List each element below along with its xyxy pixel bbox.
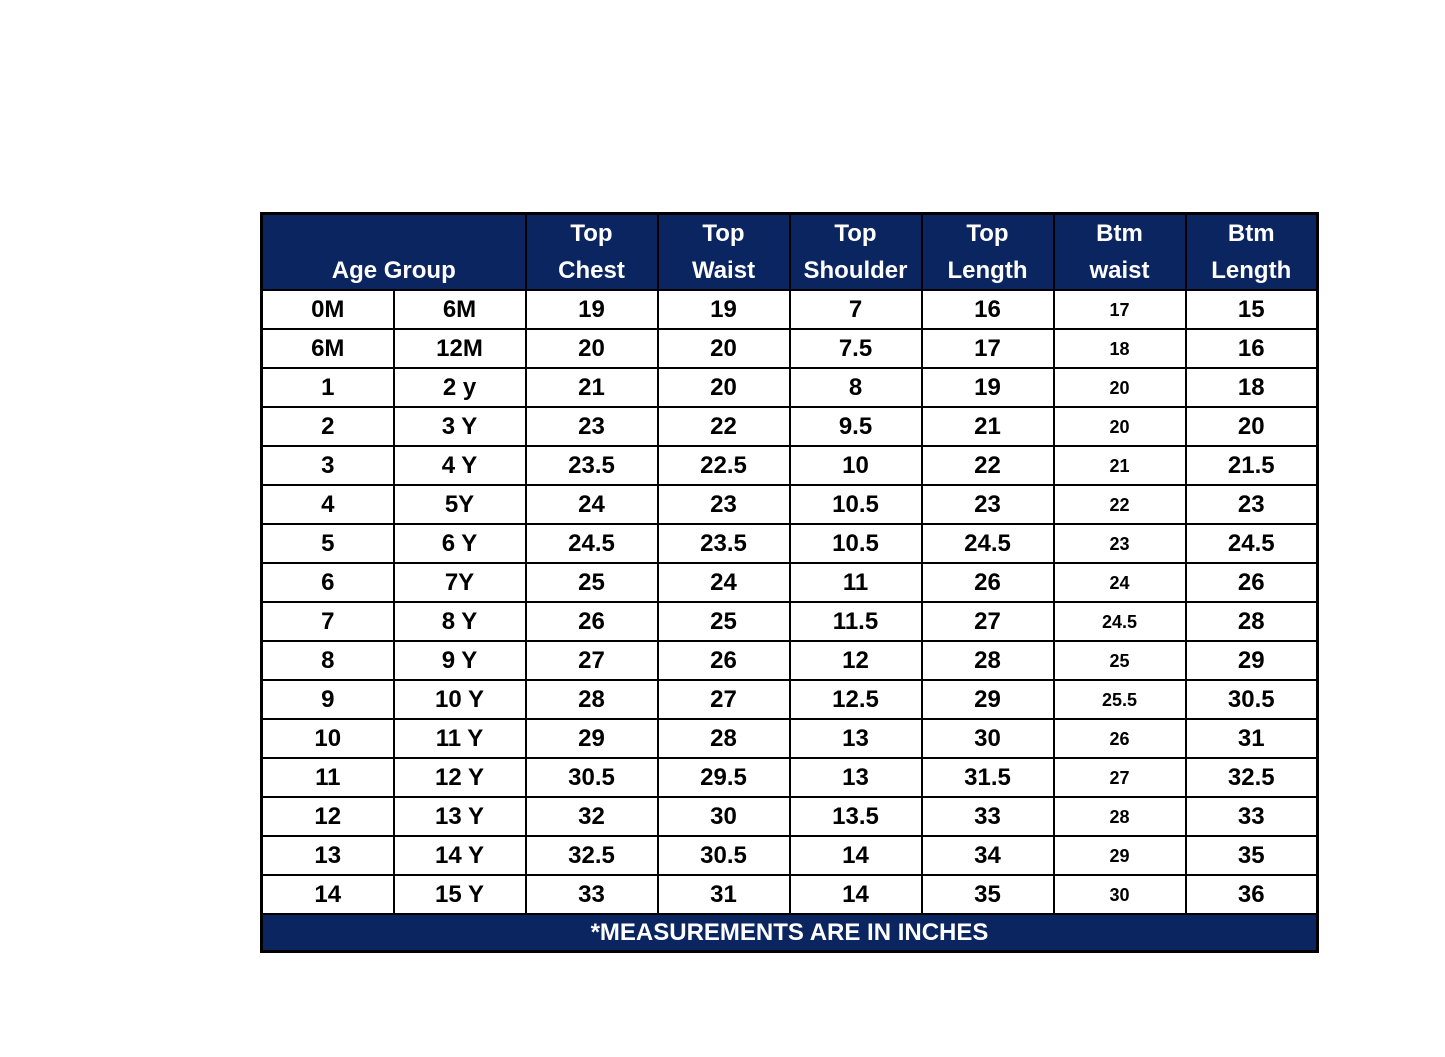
top-waist-cell: 27 — [658, 680, 790, 719]
top-shoulder-cell: 10.5 — [790, 485, 922, 524]
top-length-cell: 33 — [922, 797, 1054, 836]
top-waist-cell: 31 — [658, 875, 790, 914]
top-shoulder-cell: 12.5 — [790, 680, 922, 719]
top-chest-cell: 26 — [526, 602, 658, 641]
header-row — [262, 214, 1318, 291]
top-length-header — [922, 214, 1054, 291]
top-length-cell: 21 — [922, 407, 1054, 446]
top-chest-header — [526, 214, 658, 291]
btm-length-cell: 20 — [1186, 407, 1318, 446]
btm-waist-cell: 25 — [1054, 641, 1186, 680]
header-line-2: Length — [947, 257, 1028, 284]
top-chest-cell: 28 — [526, 680, 658, 719]
top-length-cell: 29 — [922, 680, 1054, 719]
header-line-1: Top — [834, 220, 877, 247]
age-to-cell: 4 Y — [394, 446, 526, 485]
table-body — [262, 290, 1318, 914]
age-from-cell: 13 — [262, 836, 394, 875]
top-shoulder-cell: 8 — [790, 368, 922, 407]
age-to-cell: 12M — [394, 329, 526, 368]
top-waist-header — [658, 214, 790, 291]
age-from-cell: 6 — [262, 563, 394, 602]
age-to-cell: 10 Y — [394, 680, 526, 719]
btm-waist-header — [1054, 214, 1186, 291]
age-to-cell: 6M — [394, 290, 526, 329]
top-waist-cell: 26 — [658, 641, 790, 680]
top-shoulder-cell: 7 — [790, 290, 922, 329]
btm-length-cell: 23 — [1186, 485, 1318, 524]
btm-length-header — [1186, 214, 1318, 291]
age-from-cell: 6M — [262, 329, 394, 368]
age-to-cell: 2 y — [394, 368, 526, 407]
top-length-cell: 26 — [922, 563, 1054, 602]
top-chest-cell: 19 — [526, 290, 658, 329]
btm-length-cell: 28 — [1186, 602, 1318, 641]
age-to-cell: 8 Y — [394, 602, 526, 641]
top-waist-cell: 30.5 — [658, 836, 790, 875]
btm-waist-cell: 28 — [1054, 797, 1186, 836]
top-length-cell: 19 — [922, 368, 1054, 407]
age-to-cell: 14 Y — [394, 836, 526, 875]
age-from-cell: 4 — [262, 485, 394, 524]
btm-waist-cell: 21 — [1054, 446, 1186, 485]
header-line-1: Top — [570, 220, 613, 247]
top-shoulder-header — [790, 214, 922, 291]
table-row — [262, 524, 1318, 563]
age-from-cell: 0M — [262, 290, 394, 329]
top-shoulder-cell: 12 — [790, 641, 922, 680]
table-header — [262, 214, 1318, 291]
age-to-cell: 15 Y — [394, 875, 526, 914]
top-waist-cell: 20 — [658, 368, 790, 407]
age-to-cell: 7Y — [394, 563, 526, 602]
age-to-cell: 12 Y — [394, 758, 526, 797]
btm-length-cell: 29 — [1186, 641, 1318, 680]
header-line-2: Shoulder — [803, 257, 908, 284]
table-row — [262, 407, 1318, 446]
top-chest-cell: 23 — [526, 407, 658, 446]
btm-waist-cell: 25.5 — [1054, 680, 1186, 719]
table-row — [262, 797, 1318, 836]
header-line-2: waist — [1089, 257, 1150, 284]
top-shoulder-cell: 14 — [790, 836, 922, 875]
table-row — [262, 368, 1318, 407]
btm-waist-cell: 23 — [1054, 524, 1186, 563]
age-to-cell: 13 Y — [394, 797, 526, 836]
table-row — [262, 758, 1318, 797]
btm-length-cell: 16 — [1186, 329, 1318, 368]
btm-length-cell: 18 — [1186, 368, 1318, 407]
footer-row — [262, 914, 1318, 952]
age-group-header: Age Group — [262, 214, 526, 291]
age-from-cell: 11 — [262, 758, 394, 797]
age-to-cell: 3 Y — [394, 407, 526, 446]
btm-length-cell: 21.5 — [1186, 446, 1318, 485]
btm-length-cell: 26 — [1186, 563, 1318, 602]
top-chest-cell: 27 — [526, 641, 658, 680]
table-row — [262, 485, 1318, 524]
top-waist-cell: 19 — [658, 290, 790, 329]
btm-length-cell: 36 — [1186, 875, 1318, 914]
top-shoulder-cell: 10 — [790, 446, 922, 485]
header-line-2: Waist — [691, 257, 756, 284]
top-chest-cell: 32 — [526, 797, 658, 836]
age-from-cell: 8 — [262, 641, 394, 680]
btm-waist-cell: 24.5 — [1054, 602, 1186, 641]
top-length-cell: 23 — [922, 485, 1054, 524]
age-to-cell: 5Y — [394, 485, 526, 524]
btm-length-cell: 32.5 — [1186, 758, 1318, 797]
top-shoulder-cell: 9.5 — [790, 407, 922, 446]
btm-waist-cell: 22 — [1054, 485, 1186, 524]
table-row — [262, 875, 1318, 914]
btm-waist-cell: 20 — [1054, 407, 1186, 446]
header-line-2: Length — [1211, 257, 1292, 284]
top-shoulder-cell: 13 — [790, 719, 922, 758]
top-chest-cell: 33 — [526, 875, 658, 914]
top-waist-cell: 22.5 — [658, 446, 790, 485]
header-line-1: Top — [702, 220, 745, 247]
top-shoulder-cell: 10.5 — [790, 524, 922, 563]
top-chest-cell: 23.5 — [526, 446, 658, 485]
btm-waist-cell: 17 — [1054, 290, 1186, 329]
table-row — [262, 329, 1318, 368]
age-from-cell: 5 — [262, 524, 394, 563]
top-length-cell: 17 — [922, 329, 1054, 368]
age-from-cell: 14 — [262, 875, 394, 914]
table-row — [262, 836, 1318, 875]
header-line-1: Btm — [1227, 220, 1275, 247]
top-chest-cell: 30.5 — [526, 758, 658, 797]
btm-length-cell: 24.5 — [1186, 524, 1318, 563]
table-row — [262, 602, 1318, 641]
top-waist-cell: 28 — [658, 719, 790, 758]
btm-length-cell: 35 — [1186, 836, 1318, 875]
top-waist-cell: 25 — [658, 602, 790, 641]
table-row — [262, 290, 1318, 329]
btm-waist-cell: 27 — [1054, 758, 1186, 797]
top-length-cell: 22 — [922, 446, 1054, 485]
top-waist-cell: 22 — [658, 407, 790, 446]
top-waist-cell: 20 — [658, 329, 790, 368]
top-length-cell: 27 — [922, 602, 1054, 641]
btm-waist-cell: 29 — [1054, 836, 1186, 875]
btm-length-cell: 31 — [1186, 719, 1318, 758]
age-from-cell: 1 — [262, 368, 394, 407]
age-from-cell: 9 — [262, 680, 394, 719]
btm-waist-cell: 24 — [1054, 563, 1186, 602]
table-row — [262, 680, 1318, 719]
top-length-cell: 34 — [922, 836, 1054, 875]
age-from-cell: 12 — [262, 797, 394, 836]
top-length-cell: 16 — [922, 290, 1054, 329]
top-shoulder-cell: 7.5 — [790, 329, 922, 368]
btm-length-cell: 15 — [1186, 290, 1318, 329]
top-length-cell: 35 — [922, 875, 1054, 914]
top-shoulder-cell: 11.5 — [790, 602, 922, 641]
btm-waist-cell: 30 — [1054, 875, 1186, 914]
btm-length-cell: 33 — [1186, 797, 1318, 836]
header-line-1: Btm — [1096, 220, 1143, 247]
top-chest-cell: 29 — [526, 719, 658, 758]
measurement-note: *MEASUREMENTS ARE IN INCHES — [262, 914, 1318, 952]
top-chest-cell: 20 — [526, 329, 658, 368]
top-chest-cell: 24 — [526, 485, 658, 524]
table-row — [262, 563, 1318, 602]
header-line-2: Chest — [558, 257, 625, 284]
age-from-cell: 10 — [262, 719, 394, 758]
top-shoulder-cell: 13 — [790, 758, 922, 797]
table-row — [262, 446, 1318, 485]
top-waist-cell: 30 — [658, 797, 790, 836]
top-waist-cell: 23.5 — [658, 524, 790, 563]
btm-waist-cell: 26 — [1054, 719, 1186, 758]
top-waist-cell: 24 — [658, 563, 790, 602]
top-length-cell: 30 — [922, 719, 1054, 758]
top-chest-cell: 24.5 — [526, 524, 658, 563]
age-from-cell: 7 — [262, 602, 394, 641]
top-waist-cell: 23 — [658, 485, 790, 524]
top-chest-cell: 21 — [526, 368, 658, 407]
btm-waist-cell: 20 — [1054, 368, 1186, 407]
top-chest-cell: 32.5 — [526, 836, 658, 875]
btm-waist-cell: 18 — [1054, 329, 1186, 368]
age-from-cell: 2 — [262, 407, 394, 446]
top-length-cell: 24.5 — [922, 524, 1054, 563]
table-row — [262, 719, 1318, 758]
age-from-cell: 3 — [262, 446, 394, 485]
age-to-cell: 9 Y — [394, 641, 526, 680]
table-row — [262, 641, 1318, 680]
top-shoulder-cell: 14 — [790, 875, 922, 914]
header-line-1: Top — [966, 220, 1009, 247]
btm-length-cell: 30.5 — [1186, 680, 1318, 719]
top-chest-cell: 25 — [526, 563, 658, 602]
top-shoulder-cell: 11 — [790, 563, 922, 602]
top-length-cell: 31.5 — [922, 758, 1054, 797]
top-length-cell: 28 — [922, 641, 1054, 680]
age-to-cell: 11 Y — [394, 719, 526, 758]
size-chart-table — [260, 212, 1319, 953]
top-waist-cell: 29.5 — [658, 758, 790, 797]
age-to-cell: 6 Y — [394, 524, 526, 563]
table-footer — [262, 914, 1318, 952]
top-shoulder-cell: 13.5 — [790, 797, 922, 836]
